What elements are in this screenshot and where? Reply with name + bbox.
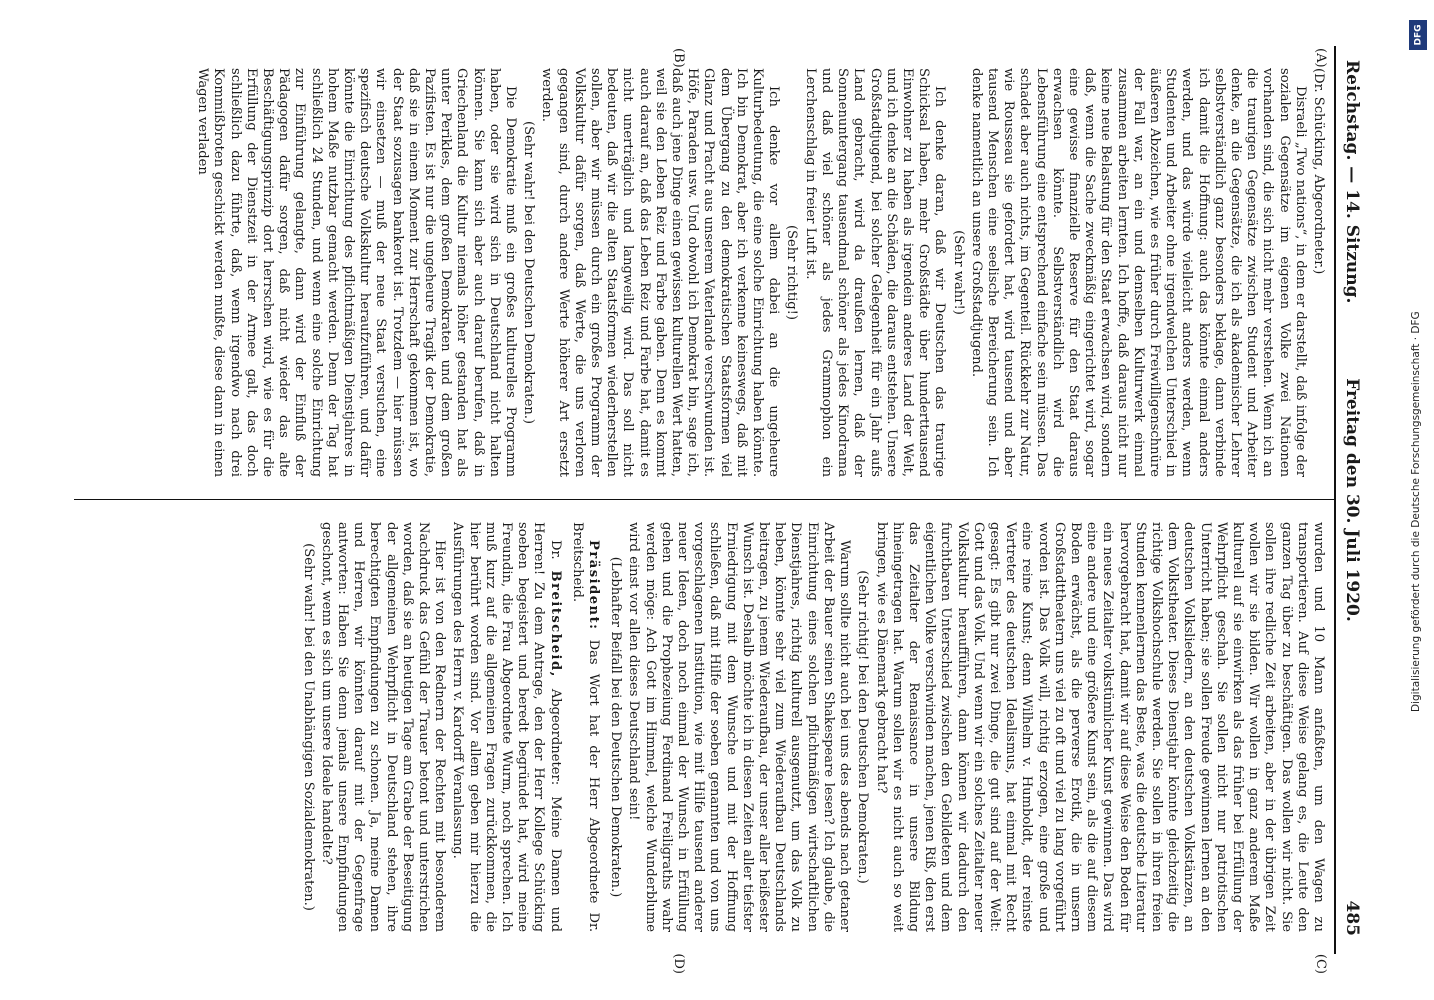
president-text: Das Wort hat der Herr Abgeordnete Dr. Breitscheid. <box>569 522 602 932</box>
header-date: Freitag den 30. Juli 1920. <box>1342 378 1362 622</box>
speaker-intro <box>449 522 562 932</box>
paragraph: wurden und 10 Mann anfaßten, um den Wagen zu transportieren. Auf diese Weise gelang es, die Leute den ganzen Tag über zu beschäftigen. Das wollen wir nicht. Sie sollen ihre redliche Zeit arbeiten, aber in der übrigen Zeit wollen wir sie bilden. Wir wollen in ganz anderem Maße kulturell auf sie einwirken als das früher bei Erfüllung der Wehrpflicht geschah. Sie sollen nicht nur patriotischen Unterricht haben; sie sollen Freude gewinnen lernen an den deutschen Volksliedern, an den deutschen Volkstänzen, an dem Volkstheater. Dieses Dienstjahr könnte gleichzeitig die richtige Volkshochschule werden. Sie sollen in ihren freien Stunden kennenlernen das Beste, was die deutsche Literatur hervorgebracht hat, damit wir auf diese Weise den Boden für ein neues Zeitalter volkstümlicher Kunst gewinnen. Das wird eine andere und eine größere Kunst sein, als die auf diesem Boden erwächst, als die perverse Erotik, die in unsern Großstadttheatern uns viel zu oft und viel zu lang vorgeführt worden ist. Das Volk will, richtig erzogen, eine große und eine reine Kunst; denn Wilhelm v. Humboldt, der reinste Vertreter des deutschen Idealismus, hat einmal mit Recht gesagt: Es gibt nur zwei Dinge, die gut sind auf der Welt: Gott und das Volk. Und wenn wir ein solches Zeitalter neuer Volkskultur heraufführen, dann können wir dadurch den furchtbaren Unterschied zwischen den Gebildeten und dem eigentlichen Volke verschwinden machen, jenen Riß, den erst das Zeitalter der Renaissance in unsere Bildung hineingetragen hat. Warum sollen wir es nicht auch so weit bringen, wie es Dänemark gebracht hat? <box>873 522 1326 932</box>
speaker-name: Breitscheid, <box>547 570 563 678</box>
dfg-logo <box>1409 20 1427 50</box>
header-session: Reichstag. — 14. Sitzung. <box>1342 60 1362 304</box>
interjection: (Lebhafter Beifall bei den Deutschen Demokraten.) <box>608 556 624 898</box>
president-statement <box>569 522 601 932</box>
president-label: Präsident: <box>586 540 602 631</box>
speaker-reference: (Dr. Schücking, Abgeordneter.) <box>1311 68 1326 275</box>
interjection: (Sehr wahr! bei den Deutschen Demokraten.) <box>521 120 537 425</box>
left-column <box>74 46 1334 500</box>
paragraph: Disraeli „Two nations“, in dem er darstellt, daß infolge der sozialen Gegensätze im eigenen Volke zwei Nationen vorhanden sind, die sich nicht mehr verstehen. Wenn ich an die traurigen Gegensätze zwischen Student und Arbeiter denke, an die Gegensätze, die ich als akademischer Lehrer selbstverständlich ganz besonders beklage, dann verbinde ich damit die Hoffnung: auch das könnte einmal anders werden, und das würde vielleicht anders werden, wenn Studenten und Arbeiter ohne irgendwelchen Unterschied in äußeren Abzeichen, wie es früher durch Freiwilligenschnüre der Fall war, an ein und demselben Kulturwerk einmal zusammen arbeiten lernten. Ich hoffe, daß daraus nicht nur keine neue Belastung für den Staat erwachsen wird, sondern daß, wenn die Sache zweckmäßig eingerichtet wird, sogar eine gewisse finanzielle Reserve für den Staat daraus erwachsen könnte. Selbstverständlich wird die Lebensführung eine entsprechend einfache sein müssen. Das schadet aber auch nichts, im Gegenteil. Rückkehr zur Natur, wie Rousseau sie gefordert hat, wird tausend und aber tausend Menschen eine seelische Bereicherung sein. Ich denke namentlich an unsere Großstadtjugend. <box>968 68 1308 477</box>
speaker-prefix: Dr. <box>547 540 563 560</box>
margin-mark-a: (A) <box>1313 48 1328 68</box>
margin-mark-b: (B) <box>671 48 686 68</box>
margin-mark-c: (C) <box>1313 953 1328 974</box>
digitization-text: Digitalisierung gefördert durch die Deutsche Forschungsgemeinschaft · DFG <box>1410 311 1422 712</box>
right-column <box>74 500 1334 954</box>
interjection: (Sehr richtig!) <box>784 224 800 321</box>
newspaper-page <box>10 0 1410 1000</box>
paragraph: Warum sollte nicht auch bei uns des abends nach getaner Arbeit der Bauer seinen Shakespeare lesen? Ich glaube, die Einrichtung eines solchen pflichtmäßigen wirtschaftlichen Dienstjahres, richtig kulturell ausgenutzt, um das Volk zu heben, könnte sehr viel zum Wiederaufbau Deutschlands beitragen, zu jenem Wiederaufbau, der unser aller heißester Wunsch ist. Deshalb möchte ich in diesen Zeiten aller tiefster Erniedrigung mit dem Wunsche und mit der Hoffnung schließen, daß mit Hilfe der soeben genannten und von uns vorgeschlagenen Institution, wie mit Hilfe tausend anderer neuer Ideen, doch noch einmal der Wunsch in Erfüllung gehen und die Prophezeiung Ferdinand Freiligraths wahr werden möge: Ach Gott im Himmel, welche Wunderblume wird einst vor allen dieses Deutschland sein! <box>626 522 853 932</box>
page-header <box>1334 46 1370 954</box>
interjection: (Sehr wahr! bei den Unabhängigen Sozialdemokraten.) <box>300 543 316 911</box>
paragraph: Ich denke daran, daß wir Deutschen das traurige Schicksal haben, mehr Großstädte über hunderttausend Einwohner zu haben als irgendein anderes Land der Welt, und ich denke an die Schäden, die daraus entstehen. Unsere Großstadtjugend, bei solcher Gelegenheit für ein Jahr aufs Land gebracht, wird da draußen lernen, daß der Sonnenuntergang tausendmal schöner als jedes Kinodrama und daß viel schöner als jedes Grammophon ein Lerchenschlag in freier Luft ist. <box>802 68 948 477</box>
interjection: (Sehr wahr!) <box>950 230 966 315</box>
speaker-role: Abgeordneter: <box>547 688 563 786</box>
paragraph: Die Demokratie muß ein großes kulturelles Programm haben, oder sie wird sich in Deutschland nicht halten können. Sie kann sich aber auch darauf berufen, daß in Griechenland die Kultur niemals höher gestanden hat als unter Perikles, dem großen Demokraten und dem großen Pazifisten. Es ist nur die ungeheure Tragik der Demokratie, daß sie in einem Moment zur Herrschaft gekommen ist, wo der Staat sozusagen bankerott ist. Trotzdem — hier müssen wir einsetzen — muß der neue Staat versuchen, eine spezifisch deutsche Volkskultur heraufzuführen, und dafür könnte die Einrichtung des pflichtmäßigen Dienstjahres in hohem Maße nutzbar gemacht werden. Denn der Tag hat schließlich 24 Stunden, und wenn eine solche Einrichtung zur Einführung gelangte, dann wird der Einfluß der Pädagogen dafür sorgen, daß nicht wieder das alte Beschäftigungsprinzip dort herrschen wird, wie es für die Erfüllung der Dienstzeit in der Armee galt, das doch schließlich dazu führte, daß, wenn irgendwo nach drei Kommißbroten geschickt werden mußte, diese dann in einen Wagen verladen <box>195 68 519 477</box>
dfg-badge-text: DFG <box>1413 24 1424 46</box>
digitization-note <box>1408 12 1432 972</box>
text-columns <box>74 46 1334 974</box>
paragraph: Meine Damen und Herren! Zu dem Antrage, den der Herr Kollege Schücking soeben begeistert und beredt begründet hat, wird meine Freundin, die Frau Abgeordnete Wurm, noch sprechen. Ich muß kurz auf die allgemeinen Fragen zurückkommen, die hier berührt worden sind. Vor allem geben mir hierzu die Ausführungen des Herrn v. Kardorff Veranlassung. <box>450 522 563 933</box>
interjection: (Sehr richtig! bei den Deutschen Demokraten.) <box>855 570 871 884</box>
page-number: 485 <box>1342 900 1362 936</box>
paragraph: Hier ist von den Rednern der Rechten mit besonderem Nachdruck das Gefühl der Trauer betont und unterstrichen worden, daß sie an heutigen Tage am Grabe der Beseitigung der allgemeinen Wehrpflicht in Deutschland stehen, ihre berechtigten Empfindungen zu schonen. Ja, meine Damen und Herren, wir könnten darauf mit der Gegenfrage antworten: Haben Sie denn jemals unsere Empfindungen geschont, wenn es sich um unsere Ideale handelte? <box>318 522 448 932</box>
margin-mark-d: (D) <box>671 953 686 974</box>
paragraph: Ich denke vor allem dabei an die ungeheure Kulturbedeutung, die eine solche Einrichtung haben könnte. Ich bin Demokrat, aber ich verkenne keineswegs, daß mit dem Übergang zu den demokratischen Staatsformen viel Glanz und Pracht aus unserem Vaterlande verschwunden ist. Höfe, Paraden usw. Und obwohl ich Demokrat bin, sage ich, daß auch jene Dinge einen gewissen kulturellen Wert hatten, weil sie den Leben Reiz und Farbe gaben. Denn es kommt auch darauf an, daß das Leben Reiz und Farbe hat, damit es nicht unerträglich und langweilig wird. Das soll nicht bedeuten, daß wir die alten Staatsformen wiederherstellen sollen, aber wir müssen durch ein großes Programm der Volkskultur dafür sorgen, daß Werte, die uns verloren gegangen sind, durch andere Werte höherer Art ersetzt werden. <box>539 68 782 477</box>
